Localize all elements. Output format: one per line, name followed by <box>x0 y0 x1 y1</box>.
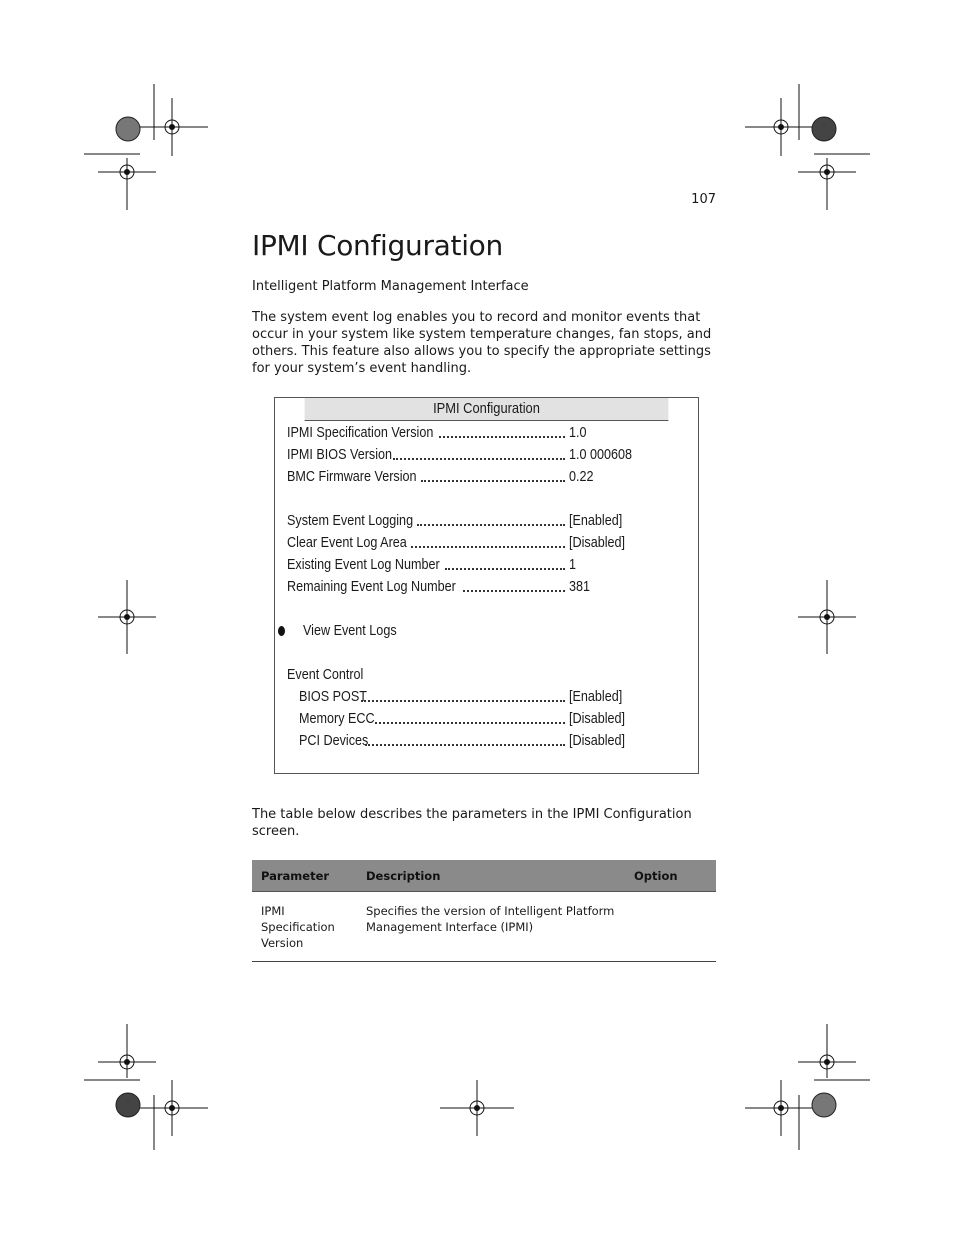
bios-screen-header: IPMI Configuration <box>305 398 669 421</box>
table-intro-paragraph: The table below describes the parameters in the IPMI Configuration screen. <box>252 807 692 839</box>
leader-dots <box>463 590 565 592</box>
bios-row-label: BIOS POST <box>299 688 367 705</box>
intro-paragraph: The system event log enables you to record and monitor events that occur in your system like system temperature changes, fan stops, and others. This feature also allows you to specify the appropriate settings for your system’s event handling. <box>252 310 712 376</box>
bios-row-value: 1.0 000608 <box>569 446 633 463</box>
bios-row-ipmi-bios-version <box>287 445 687 465</box>
bios-screen <box>274 397 699 774</box>
bios-row-ipmi-spec-version <box>287 423 687 443</box>
bios-row-bios-post[interactable] <box>299 687 699 707</box>
bios-row-label: System Event Logging <box>287 512 414 529</box>
table-cell-description: Specifies the version of Intelligent Platform Management Interface (IPMI) <box>357 892 625 962</box>
bios-row-bmc-firmware-version <box>287 467 687 487</box>
leader-dots <box>411 546 565 548</box>
table-cell-option <box>625 892 716 962</box>
leader-dots <box>365 744 565 746</box>
column-header-parameter: Parameter <box>252 860 357 892</box>
bios-row-remaining-event-log-number <box>287 577 687 597</box>
bios-row-label: IPMI Specification Version <box>287 424 434 441</box>
table-header-row <box>252 860 716 892</box>
leader-dots <box>361 700 565 702</box>
page-title: IPMI Configuration <box>252 229 503 262</box>
bios-row-value: 381 <box>569 578 591 595</box>
bios-row-label: Existing Event Log Number <box>287 556 440 573</box>
bios-row-existing-event-log-number <box>287 555 687 575</box>
bios-row-value: [Disabled] <box>569 710 626 727</box>
leader-dots <box>393 458 565 460</box>
bios-row-value: [Enabled] <box>569 688 623 705</box>
event-control-label: Event Control <box>287 666 364 683</box>
bios-row-memory-ecc[interactable] <box>299 709 699 729</box>
bios-row-value: 1 <box>569 556 577 573</box>
bios-row-system-event-logging[interactable] <box>287 511 687 531</box>
bios-row-label: BMC Firmware Version <box>287 468 417 485</box>
column-header-description: Description <box>357 860 625 892</box>
page-subtitle: Intelligent Platform Management Interface <box>252 279 529 294</box>
bios-row-value: [Disabled] <box>569 534 626 551</box>
bios-row-value: [Disabled] <box>569 732 626 749</box>
page-number: 107 <box>691 192 716 207</box>
bios-row-label: IPMI BIOS Version <box>287 446 393 463</box>
bios-row-value: 1.0 <box>569 424 587 441</box>
parameter-table <box>252 860 716 962</box>
bullet-icon <box>278 626 285 636</box>
column-header-option: Option <box>625 860 716 892</box>
bios-row-value: 0.22 <box>569 468 594 485</box>
leader-dots <box>417 524 565 526</box>
bios-row-label: PCI Devices <box>299 732 369 749</box>
bios-row-value: [Enabled] <box>569 512 623 529</box>
bios-row-label: Clear Event Log Area <box>287 534 407 551</box>
leader-dots <box>439 436 565 438</box>
table-row <box>252 892 716 962</box>
bios-row-label: Remaining Event Log Number <box>287 578 456 595</box>
bios-row-clear-event-log-area[interactable] <box>287 533 687 553</box>
bios-row-pci-devices[interactable] <box>299 731 699 751</box>
view-event-logs-link[interactable]: View Event Logs <box>303 622 397 639</box>
leader-dots <box>445 568 565 570</box>
table-cell-parameter: IPMI Specification Version <box>252 892 357 962</box>
leader-dots <box>375 722 565 724</box>
bios-row-label: Memory ECC <box>299 710 375 727</box>
leader-dots <box>421 480 565 482</box>
